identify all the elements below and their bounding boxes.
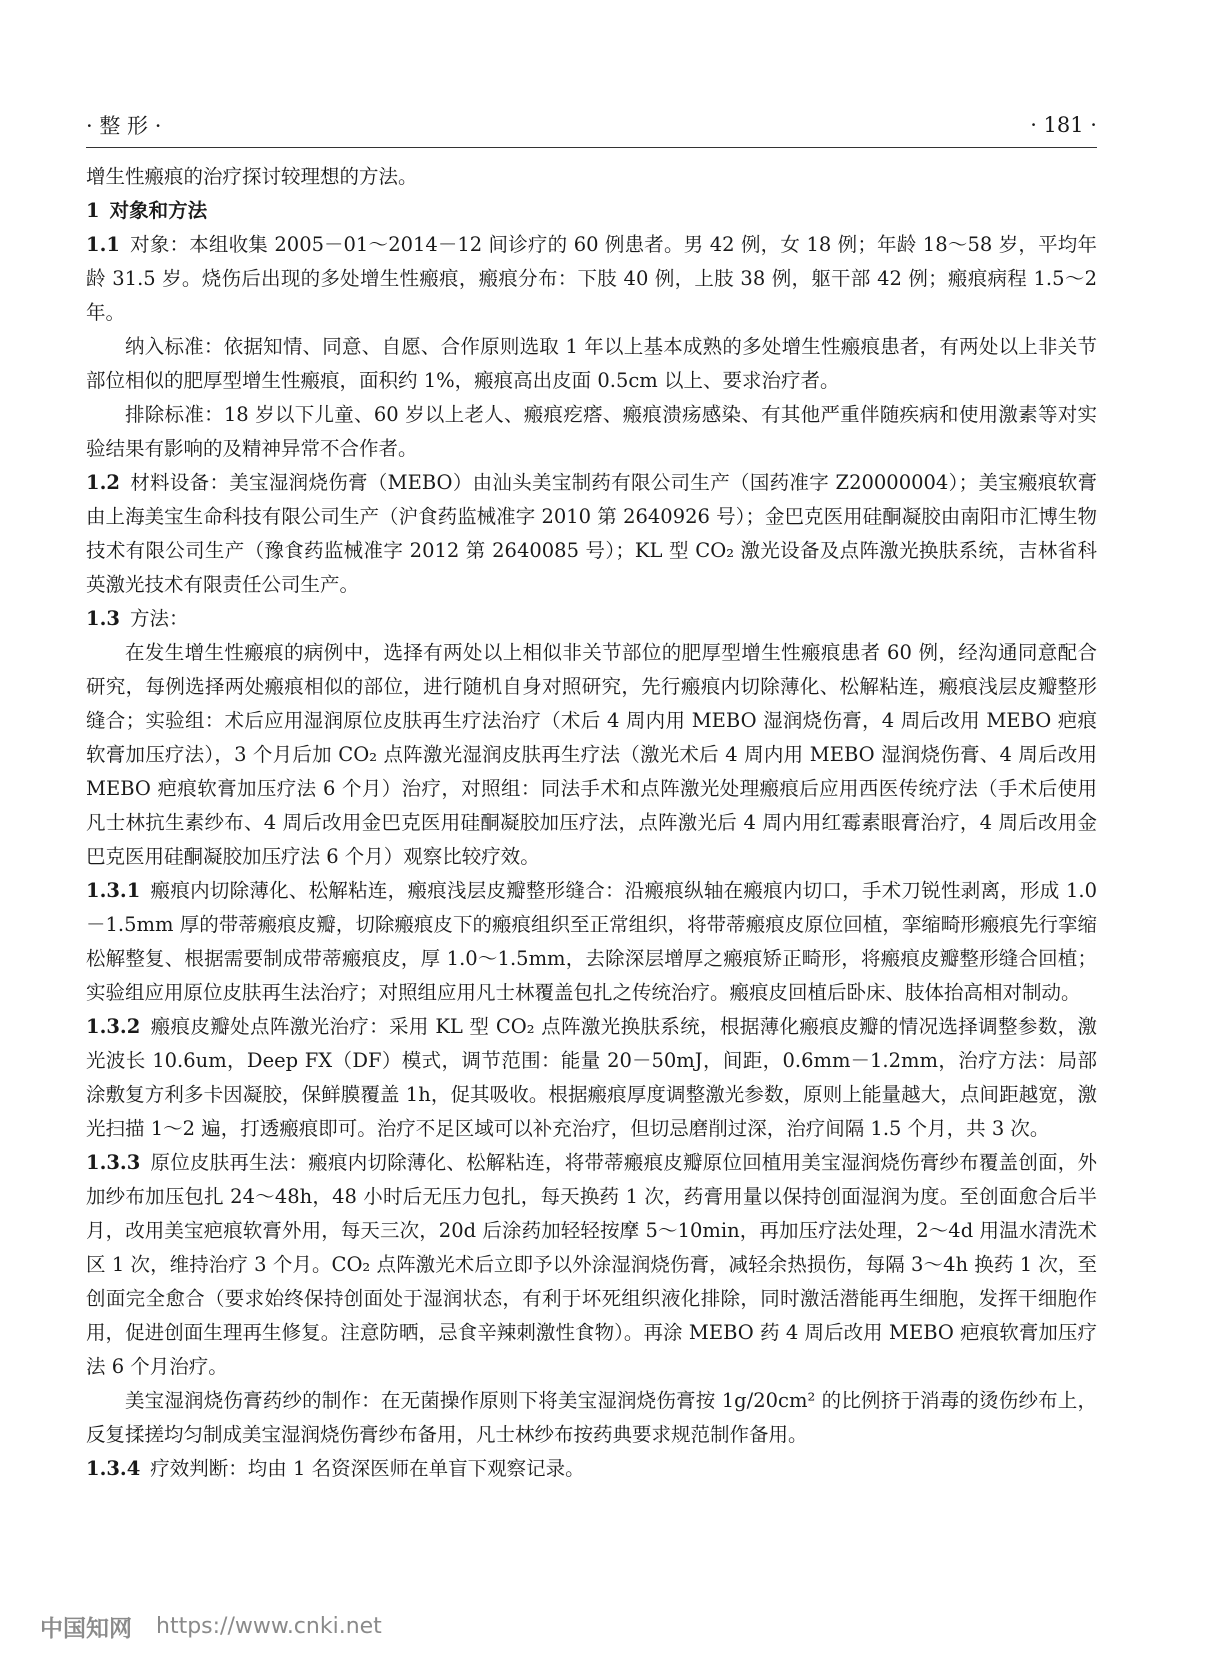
subsection-number: 1.1 bbox=[86, 233, 120, 256]
cnki-url-link[interactable]: https://www.cnki.net bbox=[156, 1613, 382, 1639]
exclusion-criteria: 排除标准：18 岁以下儿童、60 岁以上老人、瘢痕疙瘩、瘢痕溃疡感染、有其他严重伴随疾病和使用激素等对实验结果有影响的及精神异常不合作者。 bbox=[86, 403, 1097, 460]
subsection-1-3-1 bbox=[86, 874, 1097, 1010]
footer-watermark bbox=[40, 1606, 382, 1646]
header-rule bbox=[86, 147, 1097, 148]
subsection-1-3-3 bbox=[86, 1146, 1097, 1384]
section-number: 1 bbox=[86, 199, 100, 222]
subsection-1-2 bbox=[86, 466, 1097, 602]
page-number: · 181 · bbox=[1030, 113, 1097, 137]
gauze-preparation-paragraph: 美宝湿润烧伤膏药纱的制作：在无菌操作原则下将美宝湿润烧伤膏按 1g/20cm² 的比例挤于消毒的烫伤纱布上，反复揉搓均匀制成美宝湿润烧伤膏纱布备用，凡士林纱布按药典要求规范制作备用。 bbox=[86, 1389, 1097, 1446]
subsection-title: 方法： bbox=[129, 607, 189, 630]
inclusion-criteria: 纳入标准：依据知情、同意、自愿、合作原则选取 1 年以上基本成熟的多处增生性瘢痕患者，有两处以上非关节部位相似的肥厚型增生性瘢痕，面积约 1%，瘢痕高出皮面 0.5cm 以上、要求治疗者。 bbox=[86, 335, 1097, 392]
subsection-1-1 bbox=[86, 228, 1097, 330]
intro-paragraph: 增生性瘢痕的治疗探讨较理想的方法。 bbox=[86, 165, 418, 188]
subsection-number: 1.3.1 bbox=[86, 879, 141, 902]
subsection-number: 1.3.4 bbox=[86, 1457, 141, 1480]
subsection-text: 瘢痕内切除薄化、松解粘连，瘢痕浅层皮瓣整形缝合：沿瘢痕纵轴在瘢痕内切口，手术刀锐性剥离，形成 1.0－1.5mm 厚的带蒂瘢痕皮瓣，切除瘢痕皮下的瘢痕组织至正常组织，将带蒂瘢痕皮原位回植，挛缩畸形瘢痕先行挛缩松解整复、根据需要制成带蒂瘢痕皮，厚 1.0～1.5mm，去除深层增厚之瘢痕矫正畸形，将瘢痕皮瓣整形缝合回植；实验组应用原位皮肤再生法治疗；对照组应用凡士林覆盖包扎之传统治疗。瘢痕皮回植后卧床、肢体抬高相对制动。 bbox=[86, 879, 1097, 1004]
subsection-1-3-2 bbox=[86, 1010, 1097, 1146]
article-body bbox=[86, 160, 1097, 1486]
subsection-text: 原位皮肤再生法：瘢痕内切除薄化、松解粘连，将带蒂瘢痕皮瓣原位回植用美宝湿润烧伤膏纱布覆盖创面，外加纱布加压包扎 24～48h，48 小时后无压力包扎，每天换药 1 次，药膏用量以保持创面湿润为度。至创面愈合后半月，改用美宝疤痕软膏外用，每天三次，20d 后涂药加轻轻按摩 5～10min，再加压疗法处理，2～4d 用温水清洗术区 1 次，维持治疗 3 个月。CO₂ 点阵激光术后立即予以外涂湿润烧伤膏，减轻余热损伤，每隔 3～4h 换药 1 次，至创面完全愈合（要求始终保持创面处于湿润状态，有利于坏死组织液化排除，同时激活潜能再生细胞，发挥干细胞作用，促进创面生理再生修复。注意防晒，忌食辛辣刺激性食物）。再涂 MEBO 药 4 周后改用 MEBO 疤痕软膏加压疗法 6 个月治疗。 bbox=[86, 1151, 1097, 1378]
section-heading bbox=[86, 194, 1097, 228]
subsection-number: 1.3 bbox=[86, 607, 120, 630]
subsection-text: 材料设备：美宝湿润烧伤膏（MEBO）由汕头美宝制药有限公司生产（国药准字 Z20000004）；美宝瘢痕软膏由上海美宝生命科技有限公司生产（沪食药监械准字 2010 第 2640926 号）；金巴克医用硅酮凝胶由南阳市汇博生物技术有限公司生产（豫食药监械准字 2012 第 2640085 号）；KL 型 CO₂ 激光设备及点阵激光换肤系统，吉林省科英激光技术有限责任公司生产。 bbox=[86, 471, 1097, 596]
cnki-logo: 中国知网 bbox=[40, 1615, 132, 1642]
running-header bbox=[86, 108, 1097, 142]
section-title: 对象和方法 bbox=[109, 199, 208, 222]
section-label: · 整 形 · bbox=[86, 114, 162, 138]
subsection-text: 对象：本组收集 2005－01～2014－12 间诊疗的 60 例患者。男 42 例，女 18 例；年龄 18～58 岁，平均年龄 31.5 岁。烧伤后出现的多处增生性瘢痕，瘢痕分布：下肢 40 例，上肢 38 例，躯干部 42 例；瘢痕病程 1.5～2 年。 bbox=[86, 233, 1097, 324]
subsection-1-3-4 bbox=[86, 1452, 1097, 1486]
subsection-text: 瘢痕皮瓣处点阵激光治疗：采用 KL 型 CO₂ 点阵激光换肤系统，根据薄化瘢痕皮瓣的情况选择调整参数，激光波长 10.6um，Deep FX（DF）模式，调节范围：能量 20－50mJ，间距，0.6mm－1.2mm，治疗方法：局部涂敷复方利多卡因凝胶，保鲜膜覆盖 1h，促其吸收。根据瘢痕厚度调整激光参数，原则上能量越大，点间距越宽，激光扫描 1～2 遍，打透瘢痕即可。治疗不足区域可以补充治疗，但切忌磨削过深，治疗间隔 1.5 个月，共 3 次。 bbox=[86, 1015, 1097, 1140]
subsection-number: 1.2 bbox=[86, 471, 120, 494]
methods-paragraph: 在发生增生性瘢痕的病例中，选择有两处以上相似非关节部位的肥厚型增生性瘢痕患者 60 例，经沟通同意配合研究，每例选择两处瘢痕相似的部位，进行随机自身对照研究，先行瘢痕内切除薄化、松解粘连，瘢痕浅层皮瓣整形缝合；实验组：术后应用湿润原位皮肤再生疗法治疗（术后 4 周内用 MEBO 湿润烧伤膏，4 周后改用 MEBO 疤痕软膏加压疗法），3 个月后加 CO₂ 点阵激光湿润皮肤再生疗法（激光术后 4 周内用 MEBO 湿润烧伤膏、4 周后改用 MEBO 疤痕软膏加压疗法 6 个月）治疗，对照组：同法手术和点阵激光处理瘢痕后应用西医传统疗法（手术后使用凡士林抗生素纱布、4 周后改用金巴克医用硅酮凝胶加压疗法，点阵激光后 4 周内用红霉素眼膏治疗，4 周后改用金巴克医用硅酮凝胶加压疗法 6 个月）观察比较疗效。 bbox=[86, 641, 1097, 868]
subsection-number: 1.3.2 bbox=[86, 1015, 141, 1038]
subsection-text: 疗效判断：均由 1 名资深医师在单盲下观察记录。 bbox=[150, 1457, 585, 1480]
subsection-number: 1.3.3 bbox=[86, 1151, 141, 1174]
subsection-1-3 bbox=[86, 602, 1097, 636]
